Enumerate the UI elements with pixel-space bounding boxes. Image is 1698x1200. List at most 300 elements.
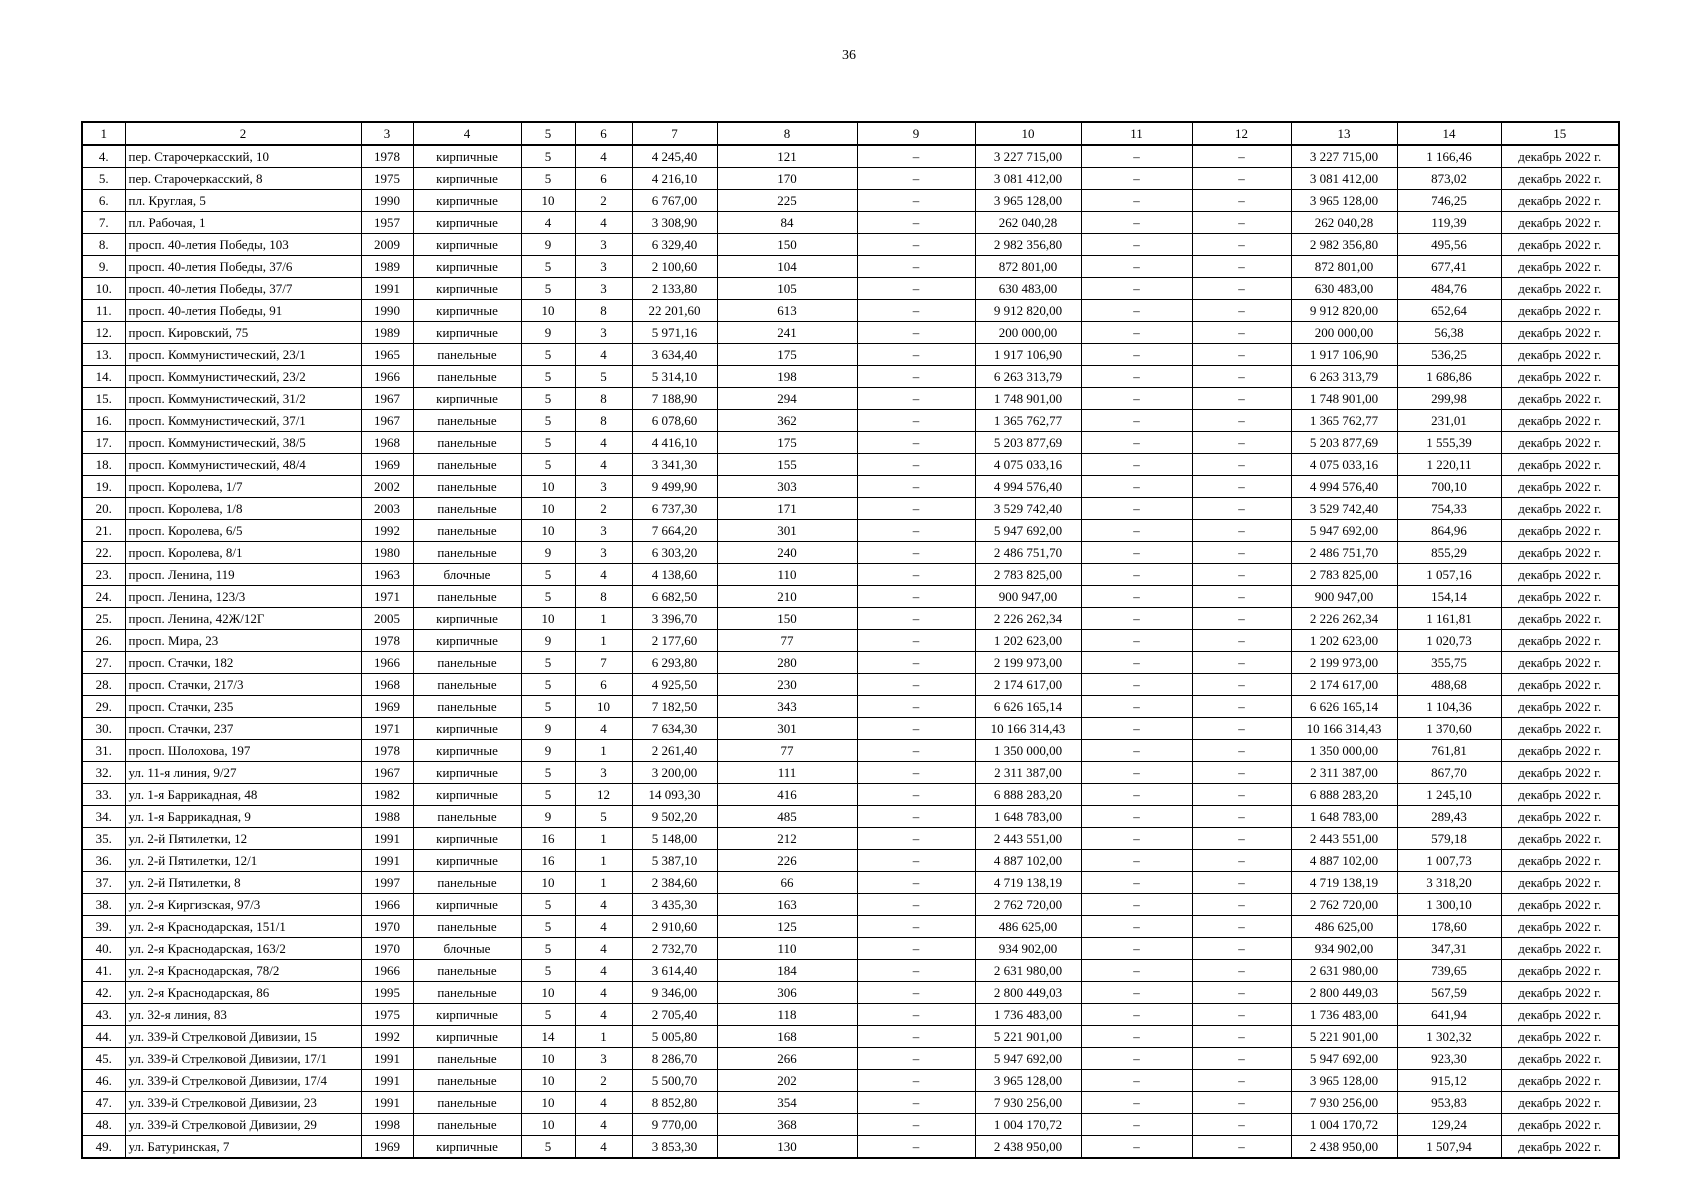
cell-col-11: – [1081, 212, 1192, 234]
table-body [82, 145, 1619, 1158]
cell-address: просп. Королева, 1/8 [125, 498, 361, 520]
cell-entrances: 1 [575, 850, 632, 872]
cell-floors: 5 [521, 938, 575, 960]
cell-col-9: – [857, 608, 975, 630]
cell-cost-fund: 5 947 692,00 [1291, 520, 1397, 542]
cell-col-11: – [1081, 1048, 1192, 1070]
cell-col-9: – [857, 938, 975, 960]
cell-col-11: – [1081, 608, 1192, 630]
cell-cost-fund: 6 263 313,79 [1291, 366, 1397, 388]
cell-wall-material: кирпичные [413, 718, 521, 740]
cell-row-number: 29. [82, 696, 125, 718]
cell-address: просп. 40-летия Победы, 37/6 [125, 256, 361, 278]
column-header-9: 9 [857, 122, 975, 145]
cell-year-built: 1966 [361, 960, 413, 982]
column-header-1: 1 [82, 122, 125, 145]
cell-entrances: 8 [575, 586, 632, 608]
cell-deadline: декабрь 2022 г. [1501, 1070, 1619, 1092]
cell-col-11: – [1081, 322, 1192, 344]
cell-row-number: 40. [82, 938, 125, 960]
cell-residents: 613 [717, 300, 857, 322]
cell-year-built: 1966 [361, 366, 413, 388]
cell-floors: 5 [521, 432, 575, 454]
cell-col-12: – [1192, 344, 1291, 366]
cell-cost-per-sqm: 56,38 [1397, 322, 1501, 344]
cell-cost-fund: 2 226 262,34 [1291, 608, 1397, 630]
cell-wall-material: кирпичные [413, 894, 521, 916]
cell-deadline: декабрь 2022 г. [1501, 564, 1619, 586]
cell-deadline: декабрь 2022 г. [1501, 850, 1619, 872]
cell-entrances: 8 [575, 300, 632, 322]
cell-entrances: 2 [575, 498, 632, 520]
cell-deadline: декабрь 2022 г. [1501, 696, 1619, 718]
cell-col-12: – [1192, 190, 1291, 212]
cell-col-9: – [857, 806, 975, 828]
cell-col-9: – [857, 828, 975, 850]
cell-residents: 230 [717, 674, 857, 696]
cell-row-number: 32. [82, 762, 125, 784]
table-row [82, 938, 1619, 960]
cell-total-area: 2 384,60 [632, 872, 717, 894]
cell-row-number: 46. [82, 1070, 125, 1092]
cell-entrances: 4 [575, 454, 632, 476]
cell-cost-total: 872 801,00 [975, 256, 1081, 278]
cell-col-11: – [1081, 278, 1192, 300]
cell-col-12: – [1192, 762, 1291, 784]
cell-floors: 5 [521, 256, 575, 278]
cell-cost-fund: 2 486 751,70 [1291, 542, 1397, 564]
table-row [82, 322, 1619, 344]
cell-cost-fund: 2 443 551,00 [1291, 828, 1397, 850]
cell-col-12: – [1192, 366, 1291, 388]
cell-row-number: 7. [82, 212, 125, 234]
cell-year-built: 1968 [361, 432, 413, 454]
cell-residents: 301 [717, 718, 857, 740]
cell-col-12: – [1192, 784, 1291, 806]
cell-total-area: 22 201,60 [632, 300, 717, 322]
cell-entrances: 8 [575, 388, 632, 410]
cell-entrances: 4 [575, 344, 632, 366]
column-header-3: 3 [361, 122, 413, 145]
cell-col-12: – [1192, 1136, 1291, 1159]
cell-entrances: 3 [575, 476, 632, 498]
cell-cost-total: 2 199 973,00 [975, 652, 1081, 674]
cell-floors: 10 [521, 300, 575, 322]
cell-row-number: 8. [82, 234, 125, 256]
cell-deadline: декабрь 2022 г. [1501, 938, 1619, 960]
cell-wall-material: панельные [413, 542, 521, 564]
cell-floors: 5 [521, 366, 575, 388]
cell-col-11: – [1081, 168, 1192, 190]
cell-col-9: – [857, 1026, 975, 1048]
cell-cost-fund: 3 529 742,40 [1291, 498, 1397, 520]
cell-cost-total: 9 912 820,00 [975, 300, 1081, 322]
cell-entrances: 1 [575, 740, 632, 762]
cell-total-area: 5 148,00 [632, 828, 717, 850]
cell-address: просп. Коммунистический, 48/4 [125, 454, 361, 476]
cell-col-9: – [857, 366, 975, 388]
table-row [82, 145, 1619, 168]
cell-row-number: 16. [82, 410, 125, 432]
cell-col-9: – [857, 410, 975, 432]
cell-residents: 362 [717, 410, 857, 432]
table-row [82, 520, 1619, 542]
cell-col-12: – [1192, 806, 1291, 828]
cell-cost-per-sqm: 652,64 [1397, 300, 1501, 322]
cell-col-12: – [1192, 1004, 1291, 1026]
cell-entrances: 4 [575, 916, 632, 938]
cell-cost-fund: 10 166 314,43 [1291, 718, 1397, 740]
cell-cost-per-sqm: 873,02 [1397, 168, 1501, 190]
cell-floors: 5 [521, 674, 575, 696]
cell-row-number: 35. [82, 828, 125, 850]
cell-cost-fund: 2 311 387,00 [1291, 762, 1397, 784]
cell-col-9: – [857, 388, 975, 410]
cell-total-area: 6 329,40 [632, 234, 717, 256]
cell-cost-total: 2 762 720,00 [975, 894, 1081, 916]
cell-cost-per-sqm: 867,70 [1397, 762, 1501, 784]
cell-entrances: 3 [575, 256, 632, 278]
cell-cost-per-sqm: 1 220,11 [1397, 454, 1501, 476]
cell-cost-total: 3 965 128,00 [975, 190, 1081, 212]
cell-cost-total: 3 965 128,00 [975, 1070, 1081, 1092]
cell-total-area: 3 396,70 [632, 608, 717, 630]
cell-col-12: – [1192, 1070, 1291, 1092]
cell-col-12: – [1192, 234, 1291, 256]
cell-cost-per-sqm: 488,68 [1397, 674, 1501, 696]
cell-total-area: 2 177,60 [632, 630, 717, 652]
cell-col-11: – [1081, 300, 1192, 322]
cell-deadline: декабрь 2022 г. [1501, 234, 1619, 256]
cell-cost-fund: 4 887 102,00 [1291, 850, 1397, 872]
cell-deadline: декабрь 2022 г. [1501, 145, 1619, 168]
cell-col-11: – [1081, 1070, 1192, 1092]
cell-residents: 306 [717, 982, 857, 1004]
cell-floors: 10 [521, 498, 575, 520]
cell-floors: 5 [521, 1004, 575, 1026]
cell-entrances: 4 [575, 1092, 632, 1114]
cell-residents: 105 [717, 278, 857, 300]
cell-wall-material: панельные [413, 806, 521, 828]
cell-year-built: 1997 [361, 872, 413, 894]
cell-wall-material: кирпичные [413, 278, 521, 300]
cell-col-11: – [1081, 960, 1192, 982]
cell-cost-fund: 6 626 165,14 [1291, 696, 1397, 718]
cell-total-area: 6 303,20 [632, 542, 717, 564]
cell-floors: 10 [521, 520, 575, 542]
cell-cost-total: 1 917 106,90 [975, 344, 1081, 366]
table-row [82, 564, 1619, 586]
cell-residents: 294 [717, 388, 857, 410]
table-row [82, 1114, 1619, 1136]
cell-address: просп. Ленина, 119 [125, 564, 361, 586]
cell-cost-total: 4 887 102,00 [975, 850, 1081, 872]
cell-deadline: декабрь 2022 г. [1501, 366, 1619, 388]
cell-row-number: 27. [82, 652, 125, 674]
cell-col-9: – [857, 168, 975, 190]
cell-col-9: – [857, 718, 975, 740]
cell-year-built: 1966 [361, 652, 413, 674]
table-row [82, 872, 1619, 894]
cell-cost-fund: 2 800 449,03 [1291, 982, 1397, 1004]
cell-residents: 155 [717, 454, 857, 476]
cell-cost-total: 2 982 356,80 [975, 234, 1081, 256]
cell-col-12: – [1192, 1048, 1291, 1070]
cell-year-built: 2009 [361, 234, 413, 256]
cell-year-built: 1967 [361, 762, 413, 784]
cell-col-12: – [1192, 828, 1291, 850]
table-row [82, 410, 1619, 432]
cell-floors: 5 [521, 454, 575, 476]
cell-address: ул. 2-я Краснодарская, 78/2 [125, 960, 361, 982]
cell-entrances: 3 [575, 278, 632, 300]
cell-floors: 5 [521, 388, 575, 410]
cell-col-9: – [857, 520, 975, 542]
cell-row-number: 25. [82, 608, 125, 630]
column-header-10: 10 [975, 122, 1081, 145]
cell-row-number: 15. [82, 388, 125, 410]
cell-deadline: декабрь 2022 г. [1501, 806, 1619, 828]
cell-col-11: – [1081, 916, 1192, 938]
cell-row-number: 24. [82, 586, 125, 608]
cell-col-11: – [1081, 652, 1192, 674]
column-header-5: 5 [521, 122, 575, 145]
cell-cost-total: 6 626 165,14 [975, 696, 1081, 718]
cell-cost-per-sqm: 855,29 [1397, 542, 1501, 564]
cell-total-area: 3 435,30 [632, 894, 717, 916]
cell-wall-material: кирпичные [413, 608, 521, 630]
cell-year-built: 1967 [361, 388, 413, 410]
cell-residents: 163 [717, 894, 857, 916]
cell-cost-fund: 1 004 170,72 [1291, 1114, 1397, 1136]
cell-wall-material: кирпичные [413, 190, 521, 212]
cell-deadline: декабрь 2022 г. [1501, 674, 1619, 696]
cell-entrances: 4 [575, 145, 632, 168]
cell-address: просп. Кировский, 75 [125, 322, 361, 344]
cell-entrances: 2 [575, 1070, 632, 1092]
cell-col-11: – [1081, 1136, 1192, 1159]
cell-deadline: декабрь 2022 г. [1501, 1114, 1619, 1136]
cell-cost-per-sqm: 299,98 [1397, 388, 1501, 410]
cell-col-12: – [1192, 145, 1291, 168]
cell-row-number: 42. [82, 982, 125, 1004]
cell-deadline: декабрь 2022 г. [1501, 828, 1619, 850]
cell-wall-material: кирпичные [413, 168, 521, 190]
cell-deadline: декабрь 2022 г. [1501, 168, 1619, 190]
cell-year-built: 1967 [361, 410, 413, 432]
cell-col-11: – [1081, 1092, 1192, 1114]
cell-total-area: 4 138,60 [632, 564, 717, 586]
cell-col-9: – [857, 344, 975, 366]
column-header-7: 7 [632, 122, 717, 145]
cell-address: просп. Коммунистический, 31/2 [125, 388, 361, 410]
cell-row-number: 20. [82, 498, 125, 520]
cell-deadline: декабрь 2022 г. [1501, 322, 1619, 344]
cell-entrances: 4 [575, 938, 632, 960]
cell-cost-total: 6 263 313,79 [975, 366, 1081, 388]
cell-address: ул. 1-я Баррикадная, 48 [125, 784, 361, 806]
cell-floors: 5 [521, 1136, 575, 1159]
cell-wall-material: кирпичные [413, 1136, 521, 1159]
cell-col-9: – [857, 960, 975, 982]
cell-cost-total: 3 227 715,00 [975, 145, 1081, 168]
cell-address: пер. Старочеркасский, 10 [125, 145, 361, 168]
cell-residents: 241 [717, 322, 857, 344]
cell-wall-material: панельные [413, 696, 521, 718]
cell-residents: 343 [717, 696, 857, 718]
cell-floors: 5 [521, 696, 575, 718]
cell-row-number: 14. [82, 366, 125, 388]
cell-col-11: – [1081, 740, 1192, 762]
cell-col-9: – [857, 784, 975, 806]
cell-entrances: 3 [575, 762, 632, 784]
cell-total-area: 4 216,10 [632, 168, 717, 190]
table-row [82, 256, 1619, 278]
cell-deadline: декабрь 2022 г. [1501, 1004, 1619, 1026]
cell-wall-material: панельные [413, 982, 521, 1004]
cell-floors: 9 [521, 806, 575, 828]
cell-col-12: – [1192, 1092, 1291, 1114]
cell-col-11: – [1081, 828, 1192, 850]
cell-col-9: – [857, 454, 975, 476]
table-row [82, 586, 1619, 608]
cell-wall-material: кирпичные [413, 388, 521, 410]
cell-total-area: 6 682,50 [632, 586, 717, 608]
column-header-4: 4 [413, 122, 521, 145]
column-header-6: 6 [575, 122, 632, 145]
column-number-row [82, 122, 1619, 145]
cell-cost-fund: 1 350 000,00 [1291, 740, 1397, 762]
cell-col-9: – [857, 674, 975, 696]
cell-row-number: 21. [82, 520, 125, 542]
cell-year-built: 1991 [361, 1070, 413, 1092]
cell-year-built: 1995 [361, 982, 413, 1004]
cell-cost-fund: 1 917 106,90 [1291, 344, 1397, 366]
cell-entrances: 5 [575, 366, 632, 388]
cell-deadline: декабрь 2022 г. [1501, 476, 1619, 498]
cell-deadline: декабрь 2022 г. [1501, 432, 1619, 454]
cell-col-11: – [1081, 432, 1192, 454]
cell-floors: 5 [521, 762, 575, 784]
cell-col-9: – [857, 145, 975, 168]
cell-entrances: 1 [575, 1026, 632, 1048]
cell-row-number: 36. [82, 850, 125, 872]
cell-address: просп. Ленина, 123/3 [125, 586, 361, 608]
table-row [82, 344, 1619, 366]
cell-year-built: 1968 [361, 674, 413, 696]
cell-col-9: – [857, 1004, 975, 1026]
cell-cost-per-sqm: 1 104,36 [1397, 696, 1501, 718]
cell-cost-total: 7 930 256,00 [975, 1092, 1081, 1114]
cell-col-11: – [1081, 806, 1192, 828]
cell-wall-material: кирпичные [413, 630, 521, 652]
cell-col-11: – [1081, 1114, 1192, 1136]
table-row [82, 498, 1619, 520]
cell-residents: 266 [717, 1048, 857, 1070]
cell-cost-total: 4 719 138,19 [975, 872, 1081, 894]
cell-row-number: 47. [82, 1092, 125, 1114]
cell-col-9: – [857, 256, 975, 278]
cell-cost-per-sqm: 1 007,73 [1397, 850, 1501, 872]
cell-entrances: 4 [575, 564, 632, 586]
cell-year-built: 1971 [361, 586, 413, 608]
cell-deadline: декабрь 2022 г. [1501, 784, 1619, 806]
cell-wall-material: панельные [413, 410, 521, 432]
cell-col-12: – [1192, 586, 1291, 608]
cell-col-12: – [1192, 278, 1291, 300]
cell-address: ул. Батуринская, 7 [125, 1136, 361, 1159]
cell-entrances: 6 [575, 168, 632, 190]
cell-floors: 9 [521, 630, 575, 652]
cell-col-9: – [857, 300, 975, 322]
table-row [82, 454, 1619, 476]
cell-residents: 130 [717, 1136, 857, 1159]
cell-cost-fund: 486 625,00 [1291, 916, 1397, 938]
table-row [82, 1070, 1619, 1092]
table-row [82, 630, 1619, 652]
cell-col-11: – [1081, 630, 1192, 652]
cell-residents: 240 [717, 542, 857, 564]
cell-year-built: 1971 [361, 718, 413, 740]
cell-cost-per-sqm: 923,30 [1397, 1048, 1501, 1070]
cell-address: ул. 2-й Пятилетки, 12/1 [125, 850, 361, 872]
cell-cost-total: 486 625,00 [975, 916, 1081, 938]
cell-address: пер. Старочеркасский, 8 [125, 168, 361, 190]
cell-cost-fund: 2 631 980,00 [1291, 960, 1397, 982]
cell-residents: 118 [717, 1004, 857, 1026]
cell-col-11: – [1081, 454, 1192, 476]
cell-address: пл. Круглая, 5 [125, 190, 361, 212]
cell-col-12: – [1192, 476, 1291, 498]
column-header-12: 12 [1192, 122, 1291, 145]
cell-cost-fund: 6 888 283,20 [1291, 784, 1397, 806]
cell-address: ул. 2-я Краснодарская, 151/1 [125, 916, 361, 938]
cell-year-built: 1975 [361, 1004, 413, 1026]
cell-col-11: – [1081, 520, 1192, 542]
cell-cost-fund: 200 000,00 [1291, 322, 1397, 344]
cell-col-9: – [857, 762, 975, 784]
cell-deadline: декабрь 2022 г. [1501, 762, 1619, 784]
cell-cost-per-sqm: 953,83 [1397, 1092, 1501, 1114]
cell-address: просп. Ленина, 42Ж/12Г [125, 608, 361, 630]
cell-col-12: – [1192, 1026, 1291, 1048]
cell-row-number: 22. [82, 542, 125, 564]
cell-deadline: декабрь 2022 г. [1501, 212, 1619, 234]
cell-cost-total: 2 311 387,00 [975, 762, 1081, 784]
cell-deadline: декабрь 2022 г. [1501, 894, 1619, 916]
cell-wall-material: кирпичные [413, 740, 521, 762]
cell-col-9: – [857, 740, 975, 762]
cell-col-12: – [1192, 982, 1291, 1004]
cell-deadline: декабрь 2022 г. [1501, 608, 1619, 630]
cell-deadline: декабрь 2022 г. [1501, 586, 1619, 608]
cell-residents: 150 [717, 608, 857, 630]
cell-col-9: – [857, 1114, 975, 1136]
cell-year-built: 1978 [361, 740, 413, 762]
cell-total-area: 9 770,00 [632, 1114, 717, 1136]
cell-col-11: – [1081, 850, 1192, 872]
cell-cost-total: 5 947 692,00 [975, 1048, 1081, 1070]
cell-wall-material: кирпичные [413, 762, 521, 784]
cell-residents: 175 [717, 432, 857, 454]
cell-residents: 77 [717, 740, 857, 762]
cell-cost-fund: 900 947,00 [1291, 586, 1397, 608]
column-header-2: 2 [125, 122, 361, 145]
cell-entrances: 8 [575, 410, 632, 432]
cell-col-12: – [1192, 938, 1291, 960]
table-row [82, 300, 1619, 322]
cell-wall-material: панельные [413, 1070, 521, 1092]
